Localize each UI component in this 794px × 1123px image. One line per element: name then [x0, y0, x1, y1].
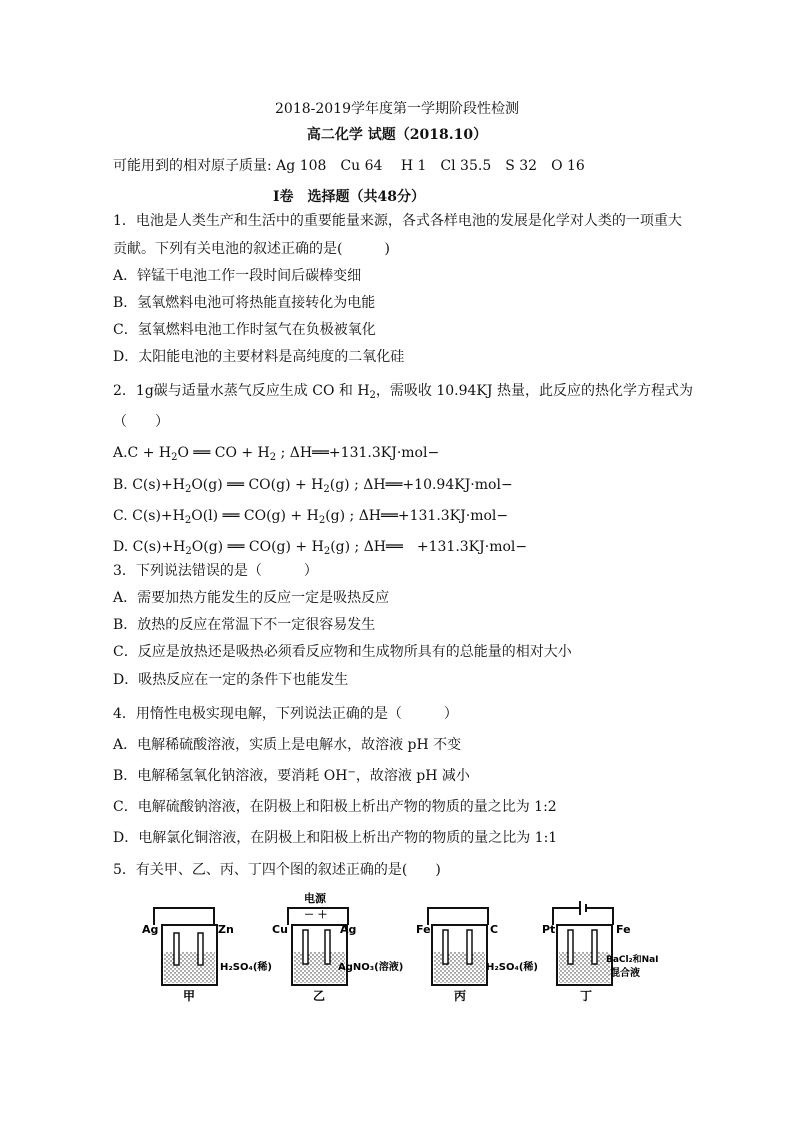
q1-option-b: B．氢氧燃料电池可将热能直接转化为电能	[113, 295, 376, 311]
q2-d-part2: O(g) ══ CO(g) + H	[191, 539, 324, 555]
yi-right-label: Ag	[340, 923, 357, 936]
jia-solution	[164, 952, 215, 983]
cell-bing	[416, 908, 538, 1003]
bing-left-electrode	[443, 930, 448, 964]
q2-c-part1: C. C(s)+H	[113, 508, 185, 524]
jia-left-label: Ag	[142, 923, 159, 936]
q2-c-sub2: 2	[318, 515, 326, 526]
q3-stem: 3．下列说法错误的是（ ）	[113, 563, 318, 579]
bing-right-electrode	[467, 930, 472, 964]
q2-option-c	[113, 507, 508, 525]
q3-option-c: C．反应是放热还是吸热必须看反应物和生成物所具有的总能量的相对大小	[113, 644, 572, 660]
ding-solution-label-1: BaCl₂和NaI	[606, 955, 659, 965]
bing-wire	[428, 908, 488, 925]
q2-c-part2: O(l) ══ CO(g) + H	[191, 508, 319, 524]
q4-option-d: D．电解氯化铜溶液，在阴极上和阳极上析出产物的物质的量之比为 1:1	[113, 830, 558, 846]
q1-stem-line1: 1．电池是人类生产和生活中的重要能量来源，各式各样电池的发展是化学对人类的一项重大	[113, 213, 682, 229]
cell-ding	[542, 901, 659, 1003]
q2-option-b	[113, 476, 513, 494]
q2-stem-pre: 2．1g碳与适量水蒸气反应生成 CO 和 H	[113, 383, 370, 399]
q2-c-part3: (g) ; ΔH══+131.3KJ·mol−	[325, 508, 509, 524]
q4-stem: 4．用惰性电极实现电解，下列说法正确的是（ ）	[113, 706, 458, 722]
jia-solution-label: H₂SO₄(稀)	[220, 962, 272, 973]
q4-option-b	[113, 767, 470, 785]
q4-b-sup: −	[347, 767, 356, 778]
q2-stem-line1	[113, 382, 693, 400]
bing-solution	[434, 952, 485, 983]
q2-option-a	[113, 444, 439, 462]
jia-left-electrode	[174, 933, 179, 965]
bing-right-label: C	[490, 923, 499, 936]
q2-a-part1: A.C + H	[113, 445, 172, 461]
ding-caption: 丁	[580, 989, 593, 1003]
cell-jia	[142, 908, 272, 1003]
q2-b-part2: O(g) ══ CO(g) + H	[191, 477, 324, 493]
q3-option-d: D．吸热反应在一定的条件下也能发生	[113, 672, 349, 688]
subject-title: 高二化学 试题（2018.10）	[306, 127, 488, 143]
q4-b-post: ，故溶液 pH 减小	[355, 768, 470, 784]
yi-caption: 乙	[313, 989, 326, 1003]
ding-right-electrode	[592, 930, 597, 964]
q2-b-part1: B. C(s)+H	[113, 477, 185, 493]
q5-stem: 5．有关甲、乙、丙、丁四个图的叙述正确的是( )	[113, 862, 441, 878]
jia-wire	[154, 908, 214, 925]
q4-option-a: A．电解稀硫酸溶液，实质上是电解水，故溶液 pH 不变	[113, 737, 462, 753]
q2-a-part3: ; ΔH══+131.3KJ·mol−	[276, 445, 440, 461]
atomic-masses: 可能用到的相对原子质量: Ag 108 Cu 64 H 1 Cl 35.5 S 32 O 16	[113, 158, 585, 174]
yi-left-electrode	[303, 930, 308, 964]
bing-left-label: Fe	[416, 923, 431, 936]
ding-right-label: Fe	[616, 923, 631, 936]
q4-b-pre: B．电解稀氢氧化钠溶液，要消耗 OH	[113, 768, 348, 784]
jia-caption: 甲	[183, 989, 196, 1003]
q1-stem-line2: 贡献。下列有关电池的叙述正确的是( )	[113, 241, 390, 257]
yi-left-label: Cu	[272, 923, 288, 936]
q2-b-sub1: 2	[184, 484, 192, 495]
q2-c-sub1: 2	[184, 515, 192, 526]
yi-right-electrode	[325, 930, 330, 964]
electrochemistry-diagrams	[140, 890, 660, 1015]
q1-option-a: A．锌锰干电池工作一段时间后碳棒变细	[113, 268, 362, 284]
q2-d-part3: (g) ; ΔH══ +131.3KJ·mol−	[330, 539, 528, 555]
yi-power-label: 电源	[304, 892, 326, 905]
jia-right-label: Zn	[218, 923, 234, 936]
q2-d-sub1: 2	[185, 546, 192, 557]
ding-left-electrode	[568, 930, 573, 964]
yi-solution-label: AgNO₃(溶液)	[338, 962, 404, 973]
q3-option-b: B．放热的反应在常温下不一定很容易发生	[113, 617, 376, 633]
section-title: I卷 选择题（共48分）	[273, 189, 426, 205]
ding-left-label: Pt	[542, 923, 556, 936]
q1-option-c: C．氢氧燃料电池工作时氢气在负极被氧化	[113, 322, 376, 338]
bing-caption: 丙	[454, 989, 467, 1003]
q2-a-part2: O ══ CO + H	[177, 445, 270, 461]
q2-b-part3: (g) ; ΔH══+10.94KJ·mol−	[329, 477, 513, 493]
q2-d-part1: D. C(s)+H	[113, 539, 186, 555]
school-year-title: 2018-2019学年度第一学期阶段性检测	[275, 101, 519, 117]
ding-solution	[559, 952, 610, 983]
q2-stem-sub: 2	[369, 390, 376, 401]
q2-b-sub2: 2	[323, 484, 330, 495]
q2-stem-line2: （ ）	[113, 414, 169, 430]
ding-solution-label-2: 混合液	[610, 968, 640, 979]
ding-wire	[553, 908, 613, 925]
yi-signs: － ＋	[304, 910, 328, 921]
jia-right-electrode	[198, 933, 203, 965]
q2-option-d	[113, 538, 527, 556]
q2-stem-post: ，需吸收 10.94KJ 热量，此反应的热化学方程式为	[375, 383, 693, 399]
q2-a-sub2: 2	[269, 452, 277, 463]
cell-yi	[272, 891, 403, 1003]
q4-option-c: C．电解硫酸钠溶液，在阴极上和阳极上析出产物的物质的量之比为 1:2	[113, 799, 557, 815]
q1-option-d: D．太阳能电池的主要材料是高纯度的二氧化硅	[113, 349, 405, 365]
q2-a-sub1: 2	[171, 452, 178, 463]
bing-solution-label: H₂SO₄(稀)	[486, 962, 538, 973]
q2-d-sub2: 2	[323, 546, 331, 557]
q3-option-a: A．需要加热方能发生的反应一定是吸热反应	[113, 590, 390, 606]
